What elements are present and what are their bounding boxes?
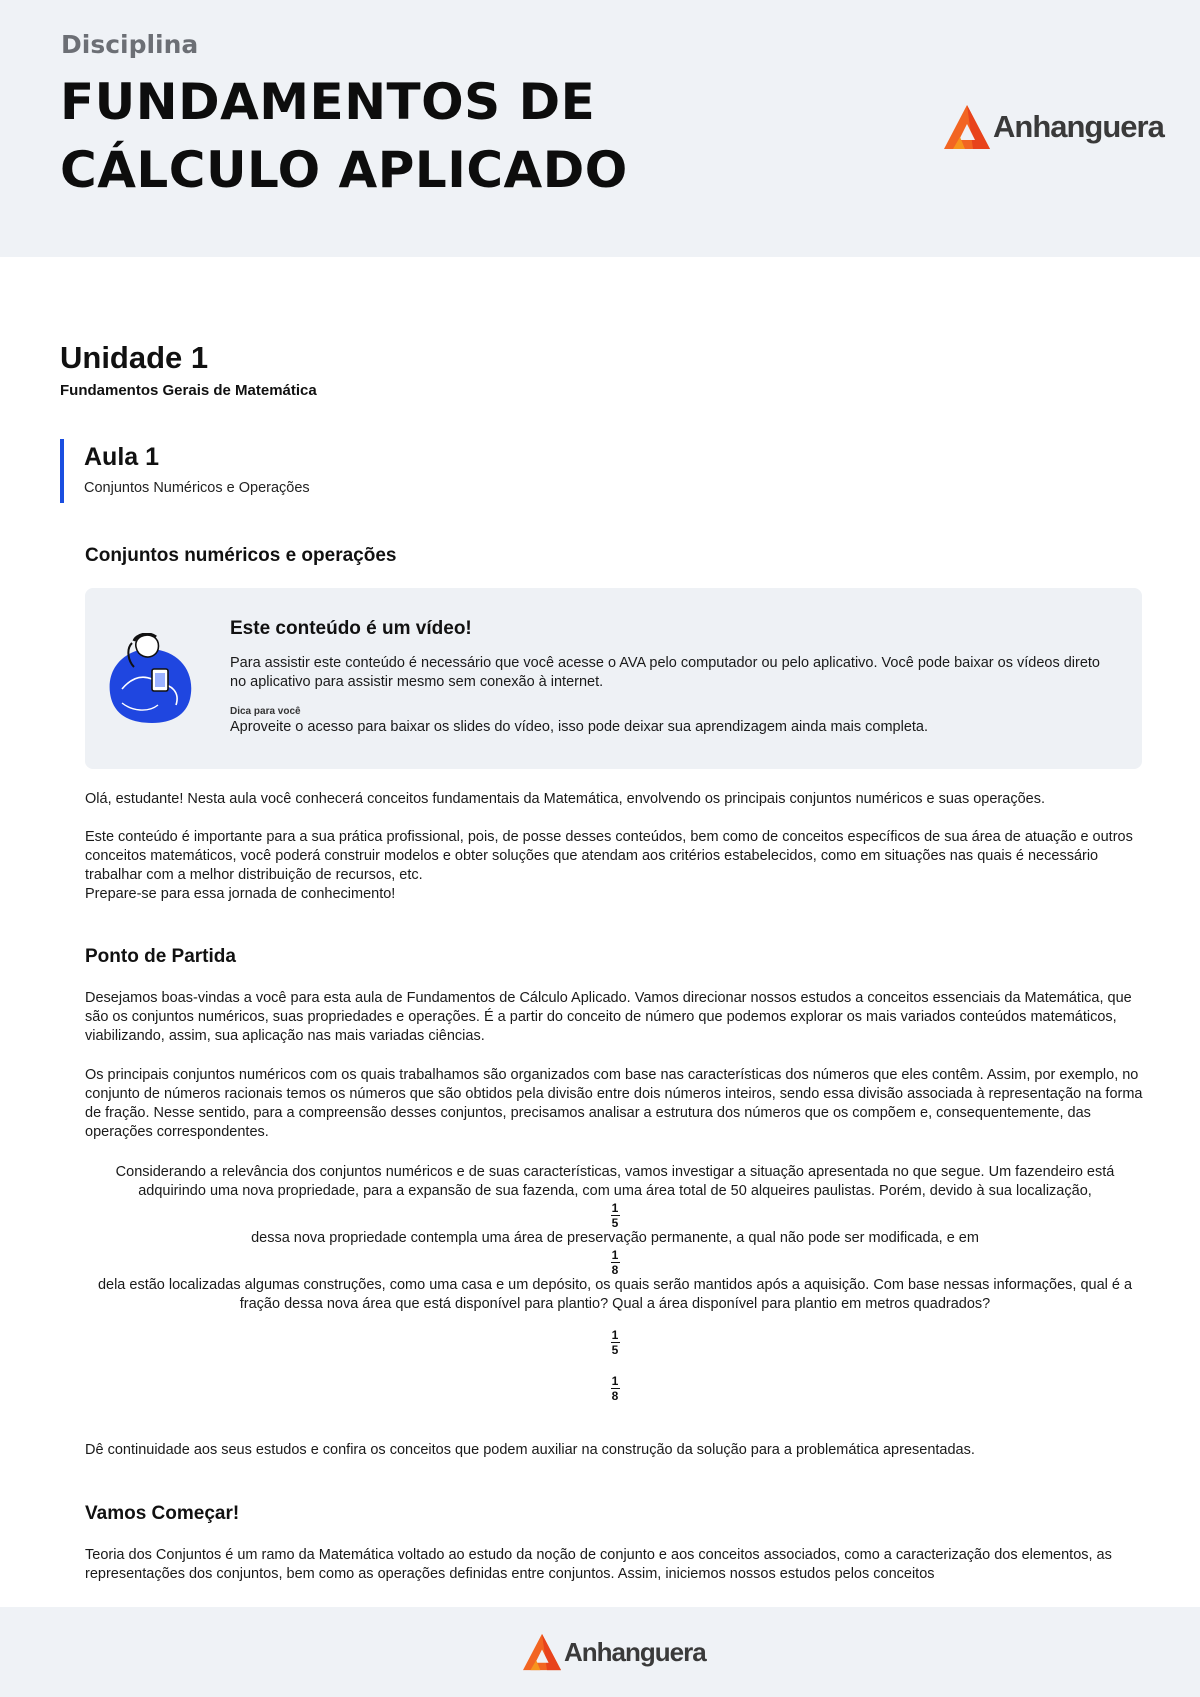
intro-paragraph-2: Este conteúdo é importante para a sua prática profissional, pois, de posse desses conteúdos, bem como de conceitos específicos de sua área de atuação e outros conceitos matemáticos, você poderá construir modelos e obter soluções que atendam aos critérios estabelecidos, como em situações nas quais é necessário trabalhar com a melhor distribuição de recursos, etc.: [85, 829, 1133, 883]
intro-paragraph-3: Prepare-se para essa jornada de conhecimento!: [85, 886, 396, 902]
person-with-tablet-icon: [102, 633, 198, 725]
ponto-paragraph-3: Dê continuidade aos seus estudos e confira os conceitos que podem auxiliar na construção da solução para a problemática apresentadas.: [85, 1442, 975, 1458]
unit-title: Unidade 1: [60, 340, 209, 375]
video-card-title: Este conteúdo é um vídeo!: [230, 618, 472, 639]
fraction-one-eighth: [85, 1248, 1145, 1276]
fraction-one-eighth-repeat: [85, 1374, 1145, 1402]
comecar-paragraph-1: Teoria dos Conjuntos é um ramo da Matemática voltado ao estudo da noção de conjunto e aos conceitos associados, como a caracterização dos elementos, as representações dos conjuntos, bem como as operações definidas entre conjuntos. Assim, iniciemos nossos estudos pelos conceitos: [85, 1547, 1112, 1582]
video-tip-label: Dica para você: [230, 706, 301, 717]
fraction-denominator: 8: [611, 1389, 619, 1403]
ponto-paragraph-1: Desejamos boas-vindas a você para esta aula de Fundamentos de Cálculo Aplicado. Vamos direcionar nossos estudos a conceitos essenciais da Matemática, que são os conjuntos numéricos, suas propriedades e operações. É a partir do conceito de número que podemos explorar os mais variados conteúdos matemáticos, viabilizando, assim, sua aplicação nas mais variadas ciências.: [85, 990, 1132, 1044]
fraction-one-fifth-repeat: [85, 1328, 1145, 1356]
intro-paragraph-1: Olá, estudante! Nesta aula você conhecerá conceitos fundamentais da Matemática, envolvendo os principais conjuntos numéricos e suas operações.: [85, 791, 1045, 807]
problem-text-c: dela estão localizadas algumas construções, como uma casa e um depósito, os quais serão mantidos após a aquisição. Com base nessas informações, qual é a fração dessa nova área que está disponível para plantio? Qual a área disponível para plantio em metros quadrados?: [97, 1277, 1133, 1312]
unit-subtitle: Fundamentos Gerais de Matemática: [60, 382, 317, 399]
video-notice-card: [85, 588, 1142, 769]
section-heading-vamos-comecar: Vamos Começar!: [85, 1503, 240, 1524]
video-card-text: Para assistir este conteúdo é necessário que você acesse o AVA pelo computador ou pelo aplicativo. Você pode baixar os vídeos direto no aplicativo para assistir mesmo sem conexão à internet.: [230, 655, 1100, 690]
fraction-numerator: 1: [611, 1374, 619, 1388]
fraction-denominator: 5: [611, 1343, 619, 1357]
lesson-heading: [60, 439, 310, 503]
section-heading-conjuntos: Conjuntos numéricos e operações: [85, 545, 397, 566]
fraction-denominator: 5: [611, 1216, 619, 1230]
problem-statement: [85, 1163, 1145, 1402]
fraction-numerator: 1: [611, 1201, 619, 1215]
anhanguera-logo-icon: [943, 104, 991, 150]
page-header: [0, 0, 1200, 257]
brand-logo: [943, 104, 1164, 150]
lesson-title: Aula 1: [84, 443, 160, 471]
footer-brand-name: Anhanguera: [564, 1636, 706, 1667]
section-heading-ponto-de-partida: Ponto de Partida: [85, 946, 236, 967]
fraction-numerator: 1: [611, 1328, 619, 1342]
fraction-denominator: 8: [611, 1263, 619, 1277]
lesson-subtitle: Conjuntos Numéricos e Operações: [84, 480, 310, 496]
ponto-paragraph-2: Os principais conjuntos numéricos com os quais trabalhamos são organizados com base nas características dos números que eles contêm. Assim, por exemplo, no conjunto de números racionais temos os números que são obtidos pela divisão entre dois números inteiros, sendo essa divisão associada à representação na forma de fração. Nesse sentido, para a compreensão desses conjuntos, precisamos analisar a estrutura dos números que os compõem e, consequentemente, das operações correspondentes.: [85, 1067, 1143, 1140]
discipline-label: Disciplina: [61, 30, 199, 59]
fraction-one-fifth: [85, 1201, 1145, 1229]
problem-text-a: Considerando a relevância dos conjuntos numéricos e de suas características, vamos investigar a situação apresentada no que segue. Um fazendeiro está adquirindo uma nova propriedade, para a expansão de sua fazenda, com uma área total de 50 alqueires paulistas. Porém, devido à sua localização,: [115, 1164, 1115, 1199]
footer-brand-logo: [522, 1633, 706, 1671]
course-title: FUNDAMENTOS DE CÁLCULO APLICADO: [60, 73, 628, 199]
video-tip-text: Aproveite o acesso para baixar os slides do vídeo, isso pode deixar sua aprendizagem ainda mais completa.: [230, 719, 929, 735]
problem-text-b: dessa nova propriedade contempla uma área de preservação permanente, a qual não pode ser modificada, e em: [251, 1230, 979, 1246]
anhanguera-logo-icon: [522, 1633, 562, 1671]
brand-name: Anhanguera: [993, 109, 1164, 144]
fraction-numerator: 1: [611, 1248, 619, 1262]
